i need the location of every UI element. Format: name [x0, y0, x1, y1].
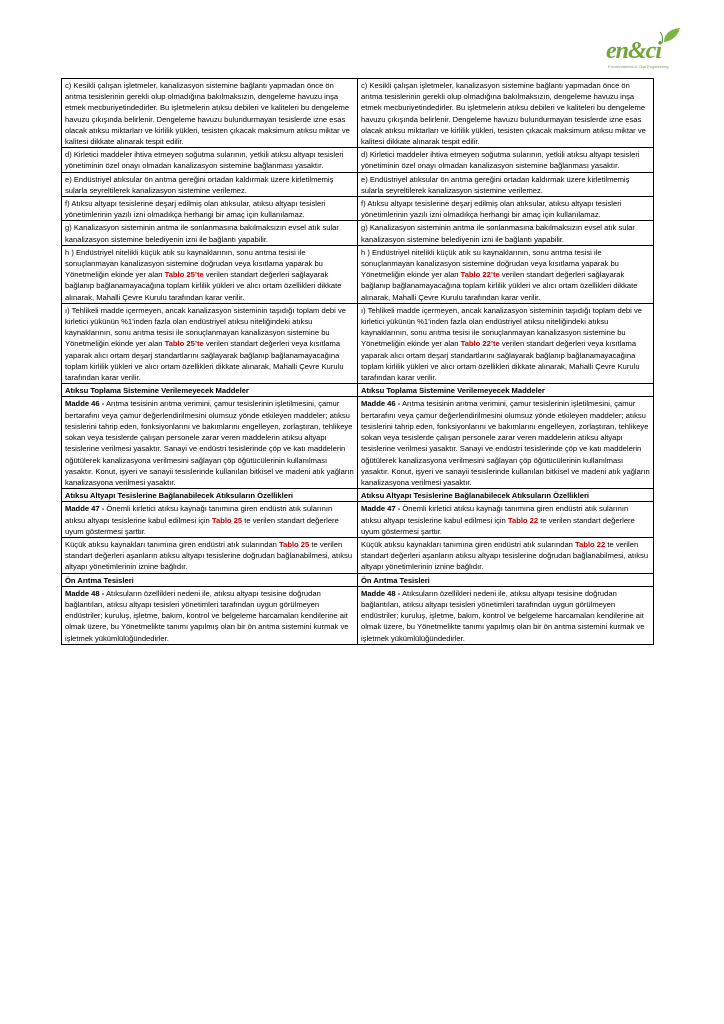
cell-text-segment: Önemli kirletici atıksu kaynağı tanımına giren endüstri atık sularının atıksu altyapı tesislerine kabul edilmesi için	[361, 504, 629, 525]
left-cell	[62, 245, 358, 303]
table-row	[62, 586, 654, 644]
section-heading: Atıksu Toplama Sistemine Verilemeyecek Maddeler	[65, 386, 249, 396]
article-number: Madde 46 -	[361, 399, 401, 409]
cell-text	[361, 398, 650, 488]
right-cell	[358, 221, 654, 245]
section-heading: Ön Arıtma Tesisleri	[65, 575, 134, 585]
cell-text-segment: Küçük atıksu kaynakları tanımına giren endüstri atık sularından	[65, 539, 280, 549]
cell-text-segment: verilen standart değerleri sağlayarak bağlanıp bağlanamayacağına toplam kirlilik yükleri ve alıcı ortam özellikleri dikkate alınarak, Mahalli Çevre Kurulu tarafından karar verilir.	[361, 270, 638, 302]
cell-text-segment: Arıtma tesisinin arıtma verimini, çamur tesislerinin işletilmesini, çamur bertarafını veya çamur değerlendirilmesini olumsuz yönde etkileyen maddeler; atıksu tesislerini tahrip eden, fonksiyonlarını ve bakımlarını engelleyen, zorlaştıran, tehlikeye sokan veya tesislerde çalışan personele zarar veren maddelerin atıksu altyapı tesislerine verilmesi yasaktır. Sanayi ve endüstri tesislerinde çöp ve katı maddelerin öğütülerek kanalizasyona verilmesini sağlayan çöp öğütücülerinin kullanılması yasaktır. Konut, işyeri ve sanayii tesislerinde kullanılan bitkisel ve madeni atık yağların kanalizasyona verilmesi yasaktır.	[361, 399, 650, 487]
cell-text-segment: te verilen standart değerleri aşanların atıksu altyapı tesislerine doğrudan bağlanabilmesi, atıksu altyapı yönetimlerinin iznine bağlıdır.	[65, 539, 353, 572]
table-reference: Tablo 25	[279, 539, 310, 549]
cell-text: d) Kirletici maddeler ihtiva etmeyen soğutma sularının, yetkili atıksu altyapı tesisleri yönetiminin özel onayı olmadan kanalizasyon sistemine bağlanması yasaktır.	[65, 150, 344, 171]
table-row	[62, 172, 654, 196]
cell-text: f) Atıksu altyapı tesislerine deşarj edilmiş olan atıksular, atıksu altyapı tesisleri yönetimlerinin yazılı izni olmadıkça herhangi bir amaç için kullanılamaz.	[65, 199, 326, 220]
leaf-icon	[660, 26, 682, 44]
cell-text-segment: te verilen standart değerleri aşanların atıksu altyapı tesislerine doğrudan bağlanabilmesi, atıksu altyapı yönetimlerinin iznine bağlıdır.	[361, 539, 649, 572]
logo-subtitle: Environmental & Civil Engineering	[608, 64, 669, 69]
section-heading: Atıksu Altyapı Tesislerine Bağlanabilecek Atıksuların Özellikleri	[361, 491, 590, 501]
table-row	[62, 537, 654, 573]
article-number: Madde 48 -	[361, 588, 401, 598]
table-reference: Tablo 22’te	[460, 339, 500, 349]
table-row	[62, 221, 654, 245]
right-cell	[358, 489, 654, 502]
right-cell	[358, 573, 654, 586]
cell-text	[361, 247, 650, 303]
cell-text-segment: te verilen standart değerlere uyum göstermesi şarttır.	[65, 515, 339, 536]
table-row	[62, 79, 654, 148]
right-cell	[358, 586, 654, 644]
right-cell	[358, 245, 654, 303]
cell-text-segment: h ) Endüstriyel nitelikli küçük atık su kaynaklarının, sonu arıtma tesisi ile sonuçlanmayan kanalizasyon sistemine doğrudan veya kısıtlama yaparak bu Yönetmeliğin ekinde yer alan	[361, 247, 619, 280]
cell-text-segment: Önemli kirletici atıksu kaynağı tanımına giren endüstri atık sularının atıksu altyapı tesislerine kabul edilmesi için	[65, 504, 333, 525]
cell-text: e) Endüstriyel atıksular ön arıtma gereğini ortadan kaldırmak üzere kirletilmemiş sularla seyreltilerek kanalizasyon sistemine verilemez.	[65, 174, 334, 195]
left-cell	[62, 573, 358, 586]
section-heading-row	[62, 489, 654, 502]
table-reference: Tablo 25’te	[164, 270, 204, 280]
right-cell	[358, 303, 654, 383]
cell-text	[65, 588, 354, 644]
left-cell	[62, 221, 358, 245]
article-number: Madde 47 -	[65, 504, 105, 514]
left-cell	[62, 197, 358, 221]
table-reference: Tablo 25	[211, 515, 243, 525]
article-number: Madde 47 -	[361, 504, 401, 514]
cell-text	[65, 247, 354, 303]
cell-text-segment: Arıtma tesisinin arıtma verimini, çamur tesislerinin işletilmesini, çamur bertarafını veya çamur değerlendirilmesini olumsuz yönde etkileyen maddeler; atıksu tesislerini tahrip eden, fonksiyonlarını ve bakımlarını engelleyen, zorlaştıran, tehlikeye sokan veya tesislerde çalışan personele zarar veren maddelerin atıksu altyapı tesislerine verilmesi yasaktır. Sanayi ve endüstri tesislerinde çöp ve katı maddelerin öğütülerek kanalizasyona verilmesini sağlayan çöp öğütücülerinin kullanılması yasaktır. Konut, işyeri ve sanayii tesislerinde kullanılan bitkisel ve madeni atık yağların kanalizasyona verilmesi yasaktır.	[65, 399, 354, 487]
right-cell	[358, 172, 654, 196]
cell-text	[65, 305, 354, 383]
table-row	[62, 148, 654, 172]
cell-text-segment: ı) Tehlikeli madde içermeyen, ancak kanalizasyon sisteminin taşıdığı toplam debi ve kirletici yükünün %1’inden fazla olan endüstriyel atıksu niteliğindeki atıksu kaynaklarının, sonu arıtma tesisi ile sonuçlanmayan kanalizasyon sistemine bu Yönetmeliğin ekinde yer alan	[65, 305, 346, 349]
right-cell	[358, 397, 654, 489]
cell-text	[65, 398, 354, 488]
table-reference: Tablo 25’te	[164, 339, 204, 349]
cell-text-segment: verilen standart değerleri veya kısıtlama yaparak alıcı ortam deşarj standartlarını sağlayarak bağlanıp bağlanamayacağına toplam kirlilik yükleri ve alıcı ortam özellikleri dikkate alınarak, Mahalli Çevre Kurulu tarafından karar verilir.	[65, 339, 344, 383]
cell-text	[65, 503, 354, 537]
cell-text-segment: ı) Tehlikeli madde içermeyen, ancak kanalizasyon sisteminin taşıdığı toplam debi ve kirletici yükünün %1’inden fazla olan endüstriyel atıksu niteliğindeki atıksu kaynaklarının, sonu arıtma tesisi ile sonuçlanmayan kanalizasyon sistemine bu Yönetmeliğin ekinde yer alan	[361, 305, 642, 349]
cell-text-segment: te verilen standart değerlere uyum göstermesi şarttır.	[361, 515, 635, 536]
left-cell	[62, 148, 358, 172]
right-cell	[358, 148, 654, 172]
cell-text: c) Kesikli çalışan işletmeler, kanalizasyon sistemine bağlantı yapmadan önce ön arıtma tesislerinin gerekli olup olmadığına bakılmaksızın, dengeleme havuzu inşa etmek mecburiyetindedirler. Bu işletmelerin atıksu debileri ve kaliteleri bu dengeleme havuzu çıkışında belirlenir. Dengeleme havuzu bulundurmayan tesislerde izne esas olacak atıksu miktarları ve kirlilik yükleri, tesisten çıkacak maksimum atıksu miktar ve kalitesi dikkate alınarak tespit edilir.	[65, 81, 350, 147]
left-cell	[62, 303, 358, 383]
left-cell	[62, 79, 358, 148]
left-cell	[62, 172, 358, 196]
table-row	[62, 303, 654, 383]
right-cell	[358, 537, 654, 573]
article-number: Madde 46 -	[65, 399, 105, 409]
comparison-table	[61, 78, 654, 645]
cell-text: d) Kirletici maddeler ihtiva etmeyen soğutma sularının, yetkili atıksu altyapı tesisleri yönetiminin özel onayı olmadan kanalizasyon sistemine bağlanması yasaktır.	[361, 150, 640, 171]
cell-text: f) Atıksu altyapı tesislerine deşarj edilmiş olan atıksular, atıksu altyapı tesisleri yönetimlerinin yazılı izni olmadıkça herhangi bir amaç için kullanılamaz.	[361, 199, 622, 220]
cell-text	[361, 503, 650, 537]
table-row	[62, 397, 654, 489]
cell-text-segment: verilen standart değerleri veya kısıtlama yaparak alıcı ortam deşarj standartlarını sağlayarak bağlanıp bağlanamayacağına toplam kirlilik yükleri ve alıcı ortam özellikleri dikkate alınarak, Mahalli Çevre Kurulu tarafından karar verilir.	[361, 339, 640, 383]
cell-text-segment: h ) Endüstriyel nitelikli küçük atık su kaynaklarının, sonu arıtma tesisi ile sonuçlanmayan kanalizasyon sistemine doğrudan veya kısıtlama yaparak bu Yönetmeliğin ekinde yer alan	[65, 247, 323, 280]
cell-text-segment: Atıksuların özellikleri nedeni ile, atıksu altyapı tesisine doğrudan bağlantıları, atıksu altyapı tesisleri yönetimleri tarafından uygun görülmeyen endüstriler; kuruluş, işletme, bakım, kontrol ve belgeleme harcamaları kendilerine ait olmak üzere, bu Yönetmelikte tanımı yapılmış olan bir ön arıtma sistemini kurmak ve işletmek yükümlülüğündedirler.	[65, 588, 349, 643]
section-heading-row	[62, 573, 654, 586]
right-cell	[358, 502, 654, 538]
left-cell	[62, 537, 358, 573]
right-cell	[358, 197, 654, 221]
table-row	[62, 245, 654, 303]
cell-text: g) Kanalizasyon sisteminin arıtma ile sonlanmasına bakılmaksızın evsel atık sular kanalizasyon sistemine belediyenin izni ile bağlantı yapabilir.	[361, 223, 635, 244]
cell-text	[361, 305, 650, 383]
table-row	[62, 197, 654, 221]
cell-text-segment: verilen standart değerleri sağlayarak bağlanıp bağlanamayacağına toplam kirlilik yükleri ve alıcı ortam özellikleri dikkate alınarak, Mahalli Çevre Kurulu tarafından karar verilir.	[65, 270, 342, 302]
cell-text-segment: Küçük atıksu kaynakları tanımına giren endüstri atık sularından	[361, 539, 576, 549]
cell-text: c) Kesikli çalışan işletmeler, kanalizasyon sistemine bağlantı yapmadan önce ön arıtma tesislerinin gerekli olup olmadığına bakılmaksızın, dengeleme havuzu inşa etmek mecburiyetindedirler. Bu işletmelerin atıksu debileri ve kaliteleri bu dengeleme havuzu çıkışında belirlenir. Dengeleme havuzu bulundurmayan tesislerde izne esas olacak atıksu miktarları ve kirlilik yükleri, tesisten çıkacak maksimum atıksu miktar ve kalitesi dikkate alınarak tespit edilir.	[361, 81, 646, 147]
table-row	[62, 502, 654, 538]
left-cell	[62, 384, 358, 397]
left-cell	[62, 586, 358, 644]
cell-text: g) Kanalizasyon sisteminin arıtma ile sonlanmasına bakılmaksızın evsel atık sular kanalizasyon sistemine belediyenin izni ile bağlantı yapabilir.	[65, 223, 339, 244]
article-number: Madde 48 -	[65, 588, 105, 598]
table-reference: Tablo 22	[507, 515, 539, 525]
cell-text	[361, 588, 650, 644]
cell-text-segment: Atıksuların özellikleri nedeni ile, atıksu altyapı tesisine doğrudan bağlantıları, atıksu altyapı tesisleri yönetimleri tarafından uygun görülmeyen endüstriler; kuruluş, işletme, bakım, kontrol ve belgeleme harcamaları kendilerine ait olmak üzere, bu Yönetmelikte tanımı yapılmış olan bir ön arıtma sistemini kurmak ve işletmek yükümlülüğündedirler.	[361, 588, 645, 643]
section-heading: Atıksu Altyapı Tesislerine Bağlanabilecek Atıksuların Özellikleri	[65, 491, 294, 501]
section-heading: Ön Arıtma Tesisleri	[361, 575, 430, 585]
cell-text: e) Endüstriyel atıksular ön arıtma gereğini ortadan kaldırmak üzere kirletilmemiş sularla seyreltilerek kanalizasyon sistemine verilemez.	[361, 174, 630, 195]
cell-text	[361, 539, 650, 573]
left-cell	[62, 397, 358, 489]
table-reference: Tablo 22’te	[460, 270, 500, 280]
cell-text	[65, 539, 354, 573]
left-cell	[62, 502, 358, 538]
right-cell	[358, 384, 654, 397]
section-heading-row	[62, 384, 654, 397]
table-reference: Tablo 22	[575, 539, 606, 549]
logo-text: en&ci	[606, 38, 661, 64]
left-cell	[62, 489, 358, 502]
section-heading: Atıksu Toplama Sistemine Verilemeyecek Maddeler	[361, 386, 545, 396]
right-cell	[358, 79, 654, 148]
company-logo	[606, 26, 686, 70]
